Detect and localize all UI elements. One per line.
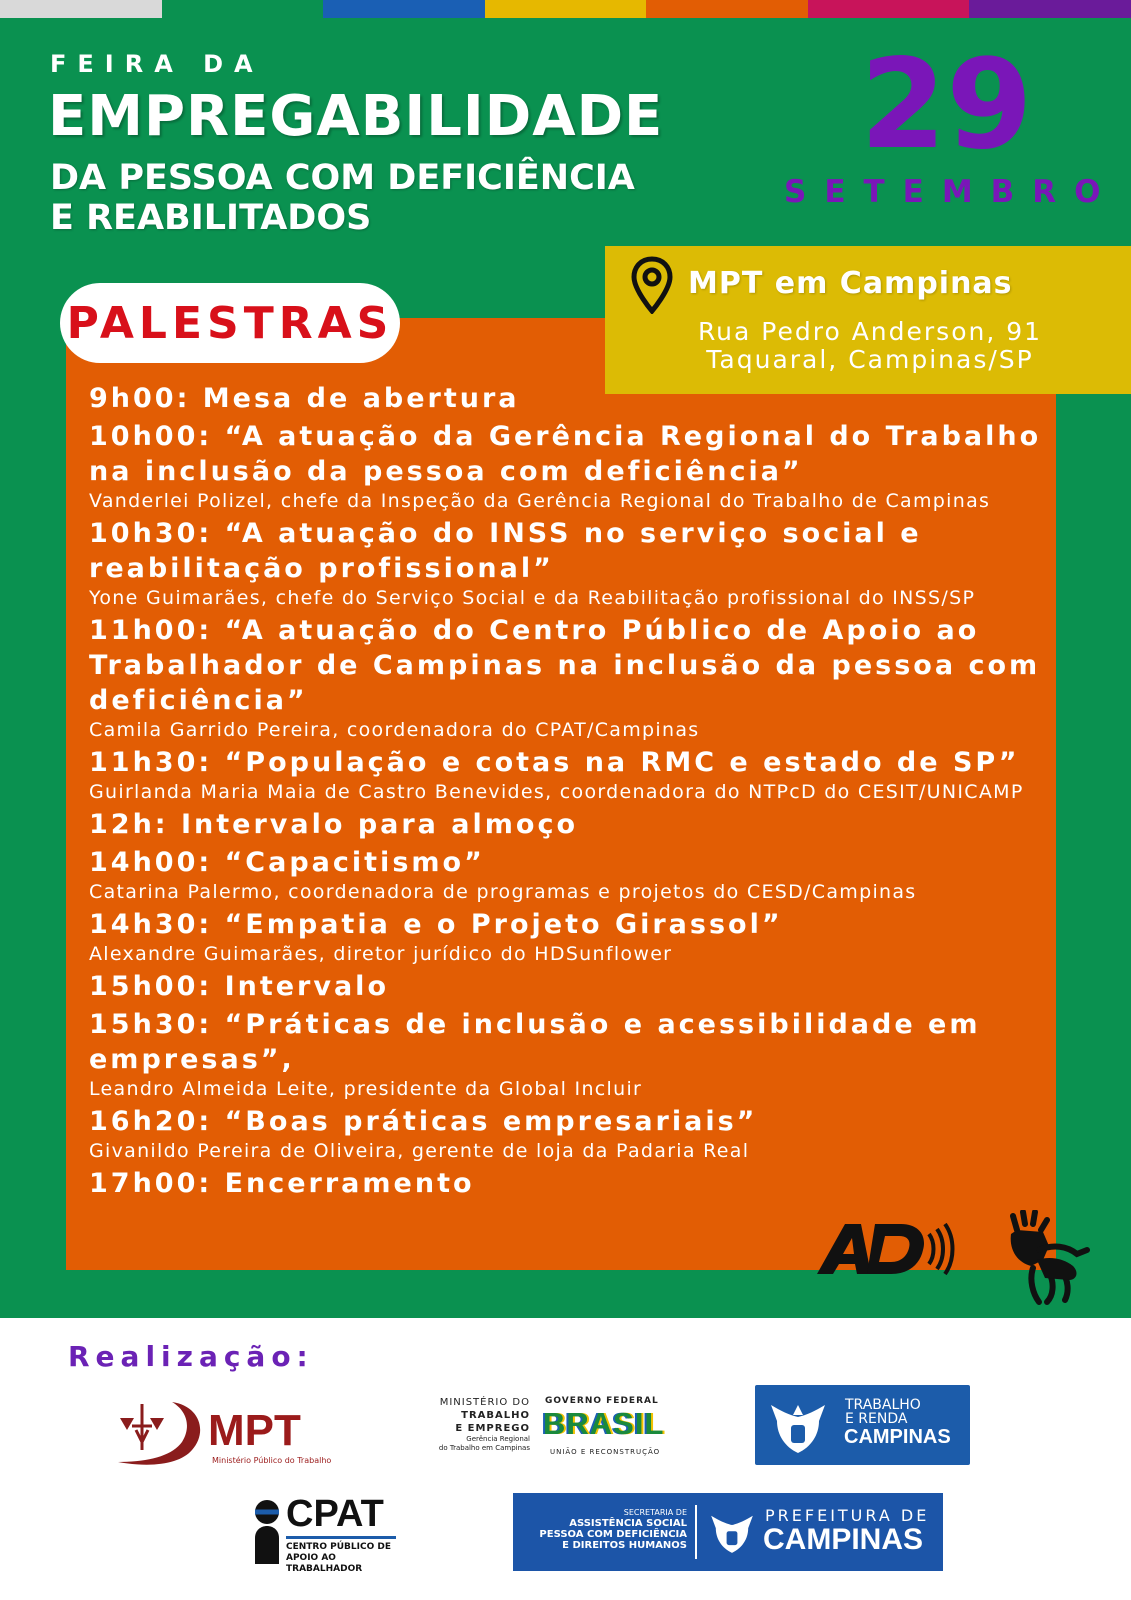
mpt-emblem-icon [112,1396,212,1468]
trabalho-text-1: TRABALHO [845,1397,921,1413]
schedule-item [89,745,1079,804]
schedule-item [89,969,1079,1004]
schedule-title: 11h00: “A atuação do Centro Público de Apoio ao Trabalhador de Campinas na inclusão da pessoa com deficiência” [89,615,1041,716]
trabalho-renda-logo [755,1385,970,1465]
schedule-item [89,1104,1079,1163]
cpat-subtitle [286,1542,402,1575]
trabalho-text-2: E RENDA [845,1411,908,1427]
mte-sub-2: do Trabalho em Campinas [438,1444,530,1452]
schedule-speaker: Camila Garrido Pereira, coordenadora do CPAT/Campinas [89,719,700,741]
schedule-speaker: Guirlanda Maria Maia de Castro Benevides, coordenadora do NTPcD do CESIT/UNICAMP [89,781,1024,803]
palestras-label: PALESTRAS [60,283,400,363]
schedule-item [89,807,1079,842]
mpt-logo-subtitle: Ministério Público do Trabalho [212,1456,332,1465]
event-subtitle [50,158,635,238]
schedule-title: 10h00: “A atuação da Gerência Regional do Trabalho na inclusão da pessoa com deficiência” [89,421,1042,487]
subtitle-line-a: DA PESSOA COM DEFICIÊNCIA [50,158,635,198]
color-stripe [485,0,647,18]
schedule-speaker: Catarina Palermo, coordenadora de programas e projetos do CESD/Campinas [89,881,917,903]
sign-language-icon [1003,1210,1095,1306]
schedule-list [89,381,1079,1204]
gov-federal-text: GOVERNO FEDERAL [545,1396,659,1406]
schedule-title: 15h30: “Práticas de inclusão e acessibilidade em empresas”, [89,1009,981,1075]
schedule-title: 14h00: “Capacitismo” [89,847,485,878]
phoenix-icon-2 [705,1505,759,1559]
schedule-title: 9h00: Mesa de abertura [89,383,520,414]
schedule-item [89,516,1079,610]
schedule-item [89,845,1079,904]
schedule-item [89,613,1079,742]
schedule-speaker: Leandro Almeida Leite, presidente da Global Incluir [89,1078,643,1100]
color-stripe [323,0,485,18]
cpat-sub-1: CENTRO PÚBLICO DE [286,1542,391,1552]
schedule-item [89,1007,1079,1101]
cpat-logo [252,1493,402,1574]
brasil-wordmark: BRASIL [543,1406,665,1441]
color-stripe [808,0,970,18]
schedule-item [89,907,1079,966]
event-title: EMPREGABILIDADE [48,84,664,149]
event-month: SETEMBRO [784,174,1119,210]
subtitle-line-b: E REABILITADOS [50,198,372,238]
header-line-1: FEIRA DA [50,50,264,78]
schedule-item [89,419,1079,513]
schedule-title: 15h00: Intervalo [89,971,389,1002]
schedule-title: 10h30: “A atuação do INSS no serviço social e reabilitação profissional” [89,518,922,584]
schedule-title: 16h20: “Boas práticas empresariais” [89,1106,758,1137]
location-address [630,318,1110,374]
prefeitura-logo [513,1493,943,1571]
mte-line-2: TRABALHO [461,1410,530,1421]
event-day: 29 [860,33,1033,177]
cpat-sub-2: APOIO AO TRABALHADOR [286,1553,363,1574]
prefeitura-text-1: PREFEITURA DE [765,1506,930,1525]
schedule-speaker: Yone Guimarães, chefe do Serviço Social e da Reabilitação profissional do INSS/SP [89,587,976,609]
schedule-speaker: Vanderlei Polizel, chefe da Inspeção da Gerência Regional do Trabalho de Campinas [89,490,991,512]
secretaria-line-4: E DIREITOS HUMANOS [562,1540,687,1551]
schedule-title: 11h30: “População e cotas na RMC e estado de SP” [89,747,1020,778]
schedule-title: 12h: Intervalo para almoço [89,809,579,840]
location-name: MPT em Campinas [688,266,1013,301]
mte-text [420,1396,530,1453]
cpat-logo-text: CPAT [286,1493,384,1535]
mte-line-1: MINISTÉRIO DO [439,1397,530,1408]
secretaria-line-1: SECRETARIA DE [623,1508,687,1517]
schedule-speaker: Givanildo Pereira de Oliveira, gerente de loja da Padaria Real [89,1140,750,1162]
schedule-title: 17h00: Encerramento [89,1168,475,1199]
phoenix-icon [763,1391,833,1461]
secretaria-text [525,1507,687,1551]
prefeitura-text-2: CAMPINAS [763,1523,924,1556]
map-pin-icon [630,256,674,314]
audio-description-icon [815,1220,965,1276]
mpt-logo [112,1396,332,1470]
top-color-stripes [0,0,1131,18]
schedule-speaker: Alexandre Guimarães, diretor jurídico do HDSunflower [89,943,673,965]
color-stripe [0,0,162,18]
color-stripe [162,0,324,18]
address-line-2: Taquaral, Campinas/SP [706,345,1034,374]
secretaria-line-2: ASSISTÊNCIA SOCIAL [569,1518,687,1529]
trabalho-text-3: CAMPINAS [844,1426,951,1448]
schedule-title: 14h30: “Empatia e o Projeto Girassol” [89,909,783,940]
mte-gov-logo [420,1396,680,1460]
mpt-logo-text: MPT [208,1406,301,1455]
secretaria-line-3: PESSOA COM DEFICIÊNCIA [539,1529,687,1540]
schedule-item [89,381,1079,416]
color-stripe [969,0,1131,18]
color-stripe [646,0,808,18]
mte-sub-1: Gerência Regional [466,1435,530,1443]
address-line-1: Rua Pedro Anderson, 91 [697,317,1043,346]
cpat-person-icon [252,1498,284,1568]
realizacao-label: Realização: [68,1340,314,1373]
uniao-text: UNIÃO E RECONSTRUÇÃO [550,1448,661,1456]
schedule-item [89,1166,1079,1201]
mte-line-3: E EMPREGO [455,1423,530,1434]
